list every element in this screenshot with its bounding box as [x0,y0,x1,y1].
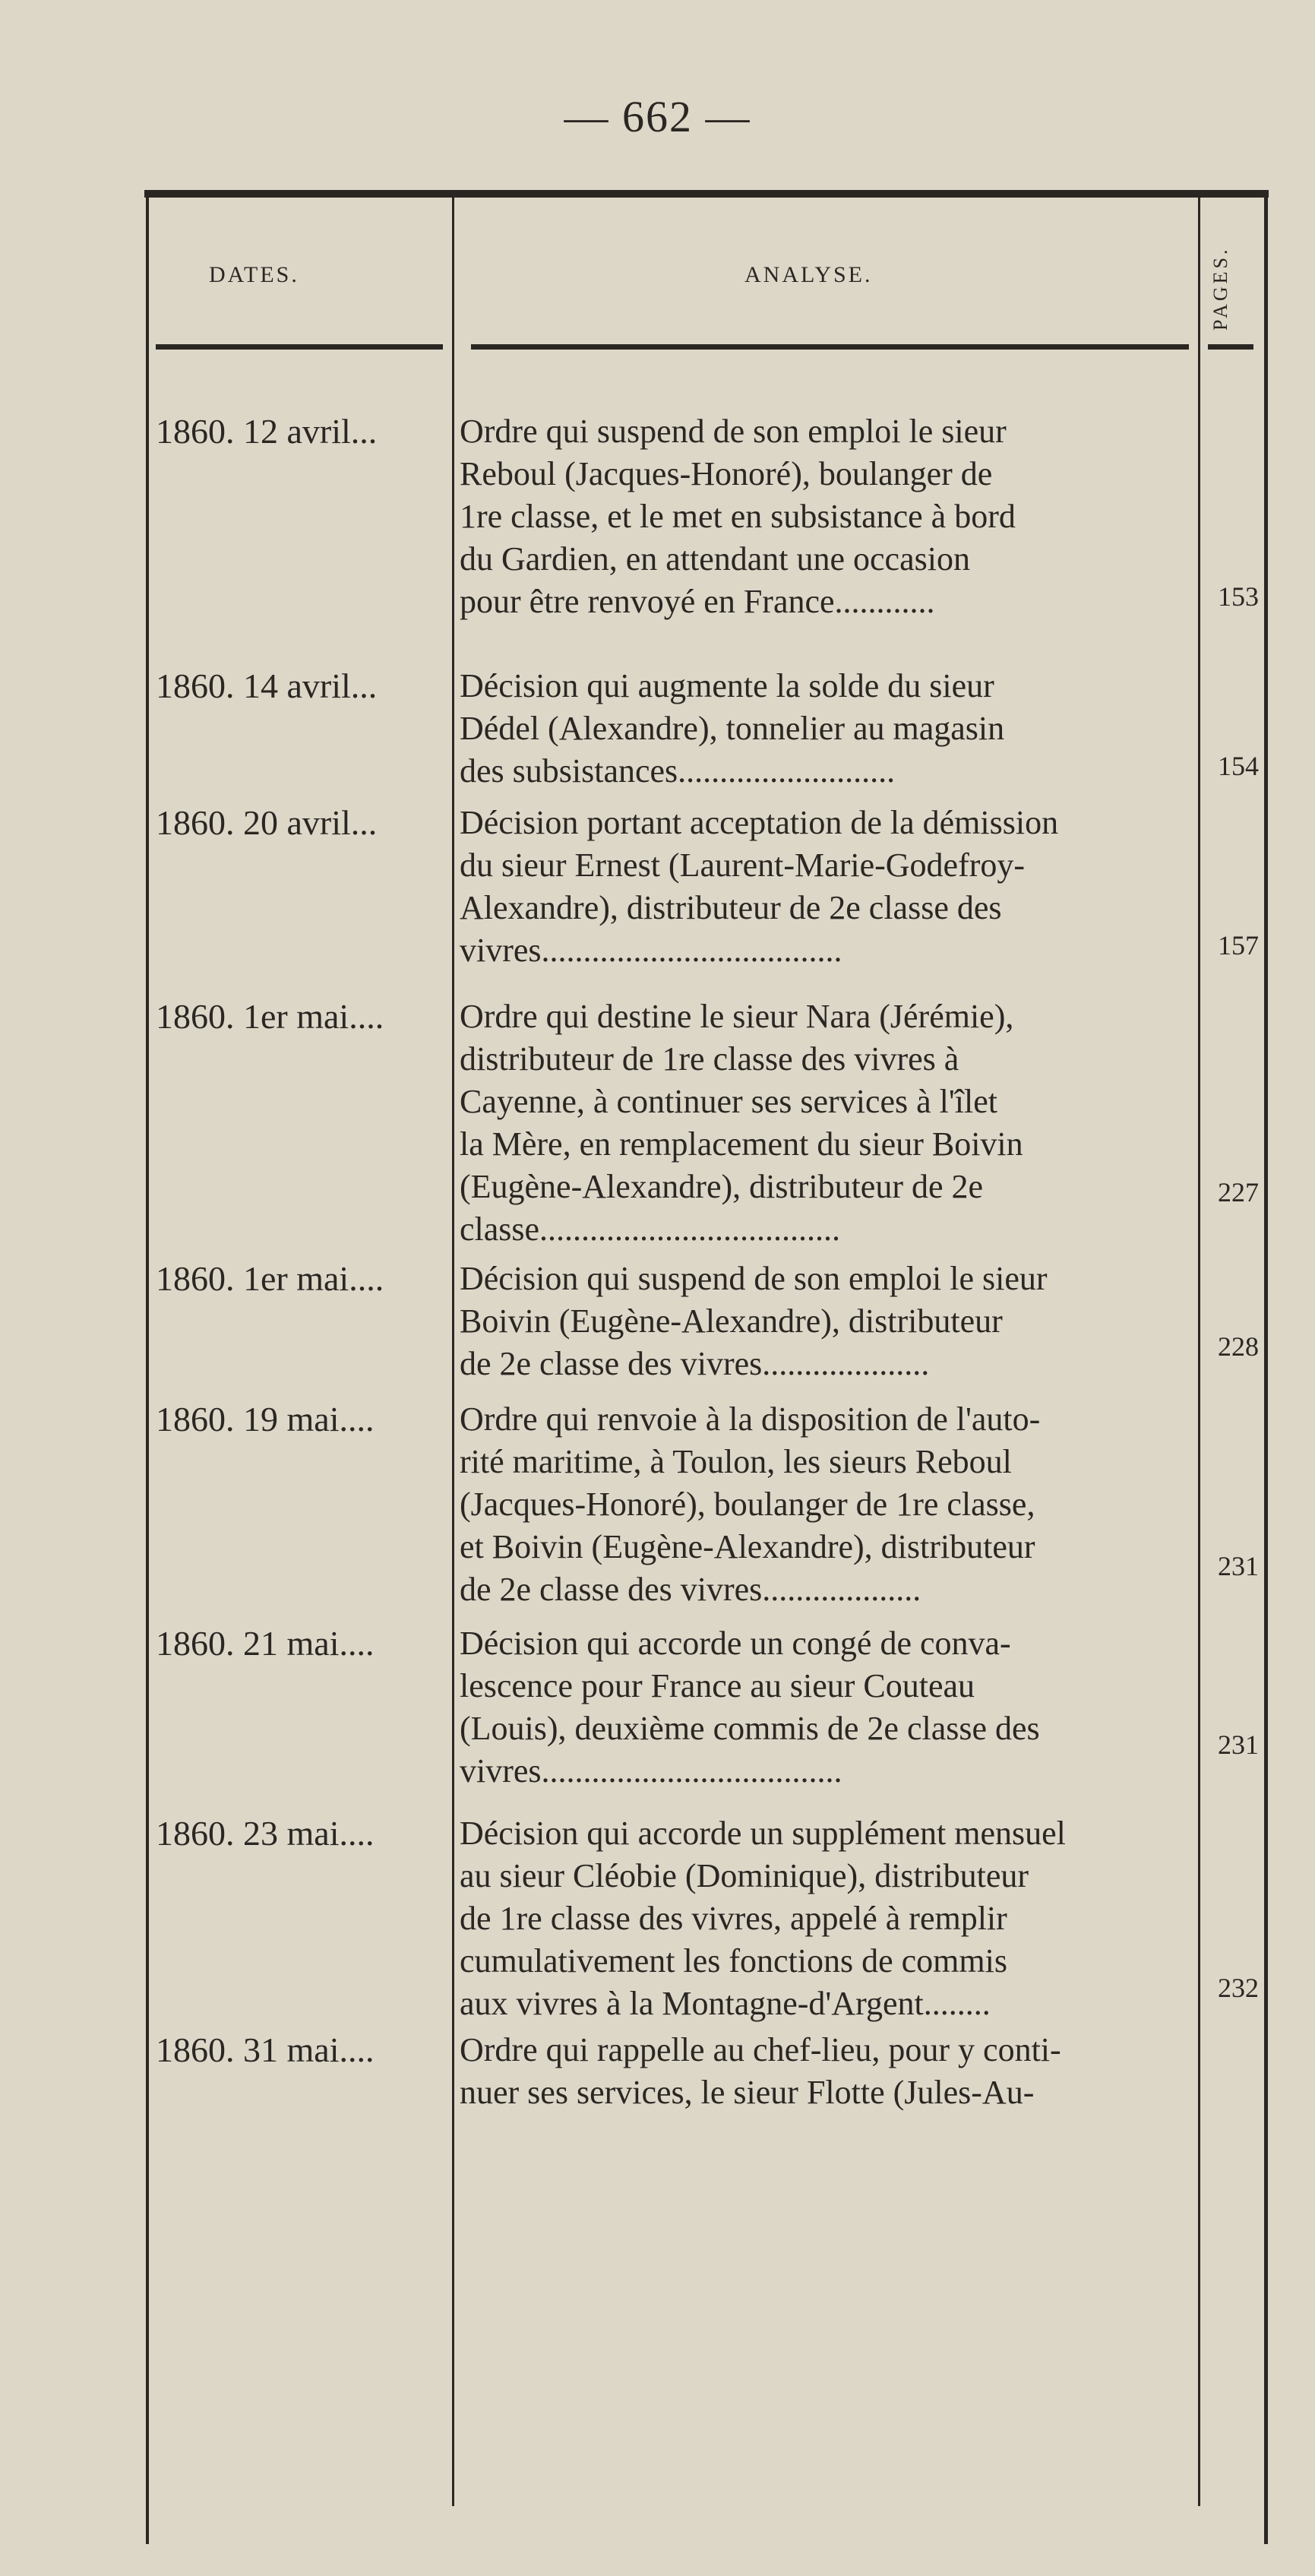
header-rule [156,344,443,350]
column-divider [452,196,454,2506]
entry-analysis: Ordre qui renvoie à la disposition de l'auto- rité maritime, à Toulon, les sieurs Reboul (Jacques-Honoré), boulanger de 1re classe, et Boivin (Eugène-Alexandre), distributeur de 2e classe des vivres................... [460,1400,1041,1608]
entry-date: 1860. 21 mai.... [156,1624,375,1663]
entry-page: 231 [1218,1551,1259,1581]
entry-analysis: Décision qui suspend de son emploi le sieur Boivin (Eugène-Alexandre), distributeur de 2e classe des vivres.................... [460,1260,1048,1382]
entry-analysis: Décision qui augmente la solde du sieur Dédel (Alexandre), tonnelier au magasin des subsistances.......................... [460,667,1005,790]
entry-page: 157 [1218,930,1259,960]
header-rule [471,344,1189,350]
entry-date: 1860. 31 mai.... [156,2030,375,2069]
header-analyse: ANALYSE. [744,262,873,287]
entry-date: 1860. 1er mai.... [156,1259,384,1298]
entry-date: 1860. 12 avril... [156,412,378,451]
entry-analysis: Décision qui accorde un congé de conva- lescence pour France au sieur Couteau (Louis), deuxième commis de 2e classe des vivres.................................... [460,1625,1040,1790]
entry-date: 1860. 14 avril... [156,666,378,705]
entry-analysis: Décision portant acceptation de la démission du sieur Ernest (Laurent-Marie-Godefroy- Alexandre), distributeur de 2e classe des vivres.................................... [460,804,1059,969]
page-number: — 662 — [564,92,751,141]
header-dates: DATES. [209,262,299,287]
entry-date: 1860. 19 mai.... [156,1400,375,1438]
entry-page: 231 [1218,1729,1259,1760]
entry-page: 228 [1218,1331,1259,1362]
column-divider [1198,196,1200,2506]
entry-date: 1860. 23 mai.... [156,1814,375,1853]
header-pages: PAGES. [1209,246,1231,331]
entry-page: 232 [1218,1973,1259,2003]
entry-analysis: Ordre qui suspend de son emploi le sieur Reboul (Jacques-Honoré), boulanger de 1re classe, et le met en subsistance à bord du Gardien, en attendant une occasion pour être renvoyé en France............ [460,413,1016,620]
entry-page: 153 [1218,581,1259,612]
column-divider [146,196,149,2544]
entry-analysis: Décision qui accorde un supplément mensuel au sieur Cléobie (Dominique), distributeur de 1re classe des vivres, appelé à remplir cumulativement les fonctions de commis aux vivres à la Montagne-d'Argent........ [460,1815,1066,2022]
entry-date: 1860. 20 avril... [156,803,378,842]
header-rule [1208,344,1253,350]
entry-page: 154 [1218,751,1259,781]
column-divider [1264,196,1268,2544]
entry-analysis: Ordre qui destine le sieur Nara (Jérémie), distributeur de 1re classe des vivres à Cayenne, à continuer ses services à l'îlet la Mère, en remplacement du sieur Boivin (Eugène-Alexandre), distributeur de 2e classe.................................... [460,998,1023,1248]
entry-analysis: Ordre qui rappelle au chef-lieu, pour y conti- nuer ses services, le sieur Flotte (Jules-Au- [460,2031,1061,2111]
entry-date: 1860. 1er mai.... [156,997,384,1036]
entry-page: 227 [1218,1177,1259,1207]
